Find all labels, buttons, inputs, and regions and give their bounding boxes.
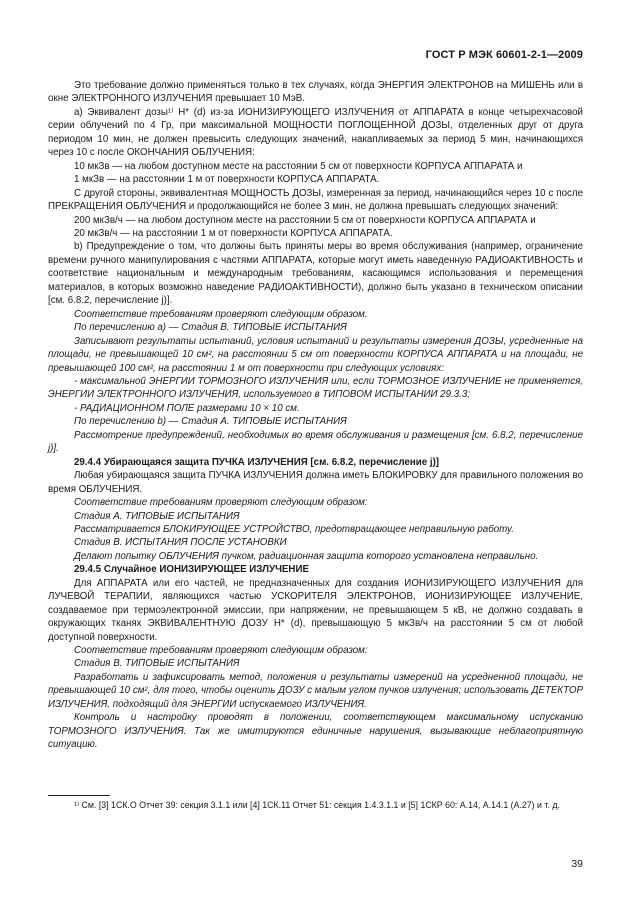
compliance-note: Записывают результаты испытаний, условия испытаний и результаты измерения ДОЗЫ, усредненные на площади, не превышающей 10 см², на расстоянии 5 см от поверхности КОРПУСА АППАРАТА и на площади, не превышающей 100 см², на расстоянии 1 м от поверхности при следующих условиях: — [48, 335, 583, 374]
compliance-note: По перечислению b) — Стадия А. ТИПОВЫЕ ИСПЫТАНИЯ — [74, 416, 347, 428]
compliance-note: Стадия А. ТИПОВЫЕ ИСПЫТАНИЯ — [74, 510, 240, 522]
compliance-note: По перечислению a) — Стадия B. ТИПОВЫЕ ИСПЫТАНИЯ — [74, 322, 347, 334]
paragraph: 1 мкЗв — на расстоянии 1 м от поверхности КОРПУСА АППАРАТА. — [74, 174, 380, 186]
compliance-note: Стадия B. ТИПОВЫЕ ИСПЫТАНИЯ — [74, 658, 240, 670]
footnote: ¹⁾ См. [3] 1СК.О Отчет 39: секция 3.1.1 или [4] 1СК.11 Отчет 51: секция 1.4.3.1.1 и [5] 1СКР 60: А.14, А.14.1 (А.27) и т. д. — [74, 800, 560, 810]
compliance-note: - максимальной ЭНЕРГИИ ТОРМОЗНОГО ИЗЛУЧЕНИЯ или, если ТОРМОЗНОЕ ИЗЛУЧЕНИЕ не применяется, ЭНЕРГИИ ЭЛЕКТРОННОГО ИЗЛУЧЕНИЯ, используемого в ТИПОВОМ ИСПЫТАНИИ 29.3.3; — [48, 375, 583, 401]
compliance-note: Разработать и зафиксировать метод, положения и результаты измерений на усредненной площади, не превышающей 10 см², для того, чтобы оценить ДОЗУ с малым углом пучков излучения; использовать ДЕТЕКТОР ИЗЛУЧЕНИЯ, подходящий для ЭНЕРГИИ испускаемого ИЗЛУЧЕНИЯ. — [48, 671, 583, 710]
compliance-note: Рассмотрение предупреждений, необходимых во время обслуживания и размещения [см. 6.8.2, перечисление j)]. — [48, 429, 583, 455]
paragraph: Это требование должно применяться только в тех случаях, когда ЭНЕРГИЯ ЭЛЕКТРОНОВ на МИШЕНЬ или в окне ЭЛЕКТРОННОГО ИЗЛУЧЕНИЯ превышает 10 МэВ. — [48, 80, 583, 105]
compliance-note: Соответствие требованиям проверяют следующим образом: — [74, 645, 368, 657]
paragraph: С другой стороны, эквивалентная МОЩНОСТЬ ДОЗЫ, измеренная за период, начинающийся через 10 с после ПРЕКРАЩЕНИЯ ОБЛУЧЕНИЯ и продолжающийся не более 3 мин, не должна превышать следующих значений: — [48, 187, 583, 213]
paragraph: а) Эквивалент дозы¹⁾ H* (d) из-за ИОНИЗИРУЮЩЕГО ИЗЛУЧЕНИЯ от АППАРАТА в конце четырехчасовой серии облучений по 4 Гр, при максимальной МОЩНОСТИ ПОГЛОЩЕННОЙ ДОЗЫ, отделенных друг от друга периодом 10 мин, не должен превысить следующих значений, накапливаемых за период 5 мин, начинающихся через 10 с после ОКОНЧАНИЯ ОБЛУЧЕНИЯ: — [48, 106, 583, 159]
compliance-note: - РАДИАЦИОННОМ ПОЛЕ размерами 10 × 10 см. — [74, 402, 300, 414]
paragraph: 200 мкЗв/ч — на любом доступном месте на расстоянии 5 см от поверхности КОРПУСА АППАРАТА и — [74, 214, 536, 226]
compliance-note: Стадия B. ИСПЫТАНИЯ ПОСЛЕ УСТАНОВКИ — [74, 537, 287, 549]
paragraph: 10 мкЗв — на любом доступном месте на расстоянии 5 см от поверхности КОРПУСА АППАРАТА и — [74, 160, 523, 172]
compliance-note: Соответствие требованиям проверяют следующим образом. — [74, 308, 368, 320]
paragraph: Любая убирающаяся защита ПУЧКА ИЗЛУЧЕНИЯ должна иметь БЛОКИРОВКУ для правильного положения во время ОБЛУЧЕНИЯ. — [48, 470, 583, 495]
footnote-divider — [48, 795, 110, 796]
paragraph: 20 мкЗв/ч — на расстоянии 1 м от поверхности КОРПУСА АППАРАТА. — [74, 227, 393, 239]
standard-header: ГОСТ Р МЭК 60601-2-1—2009 — [425, 49, 583, 61]
document-body — [48, 79, 583, 752]
paragraph: Для АППАРАТА или его частей, не предназначенных для создания ИОНИЗИРУЮЩЕГО ИЗЛУЧЕНИЯ для ЛУЧЕВОЙ ТЕРАПИИ, являющихся частью УСКОРИТЕЛЯ ЭЛЕКТРОНОВ, ИОНИЗИРУЮЩЕЕ ИЗЛУЧЕНИЕ, создаваемое при термоэлектронной эмиссии, при напряжении, не превышающем 5 кВ, не должно создавать в окружающих тканях ЭКВИВАЛЕНТНУЮ ДОЗУ H* (d), превышающую 5 мкЗв/ч на расстоянии 5 см от любой доступной поверхности. — [48, 577, 583, 643]
paragraph: b) Предупреждение о том, что должны быть приняты меры во время обслуживания (например, ограничение времени ручного манипулирования с частями АППАРАТА, которые могут иметь наведенную РАДИОАКТИВНОСТЬ и соответствие национальным и международным требованиям, касающимся использования и перемещения материалов, в которых возможно наведение РАДИОАКТИВНОСТИ), должно быть указано в техническом описании [см. 6.8.2, перечисление j)]. — [48, 241, 583, 307]
page-number: 39 — [571, 858, 583, 870]
compliance-note: Рассматривается БЛОКИРУЮЩЕЕ УСТРОЙСТВО, предотвращающее неправильную работу. — [74, 523, 514, 535]
section-heading: 29.4.4 Убирающаяся защита ПУЧКА ИЗЛУЧЕНИЯ [см. 6.8.2, перечисление j)] — [74, 456, 440, 468]
compliance-note: Соответствие требованиям проверяют следующим образом: — [74, 497, 368, 509]
section-heading: 29.4.5 Случайное ИОНИЗИРУЮЩЕЕ ИЗЛУЧЕНИЕ — [74, 564, 309, 576]
compliance-note: Делают попытку ОБЛУЧЕНИЯ пучком, радиационная защита которого установлена неправильно. — [74, 550, 539, 562]
compliance-note: Контроль и настройку проводят в положении, соответствующем максимальному испусканию ТОРМОЗНОГО ИЗЛУЧЕНИЯ. Так же имитируются единичные нарушения, вызывающие неблагоприятную ситуацию. — [48, 712, 583, 751]
